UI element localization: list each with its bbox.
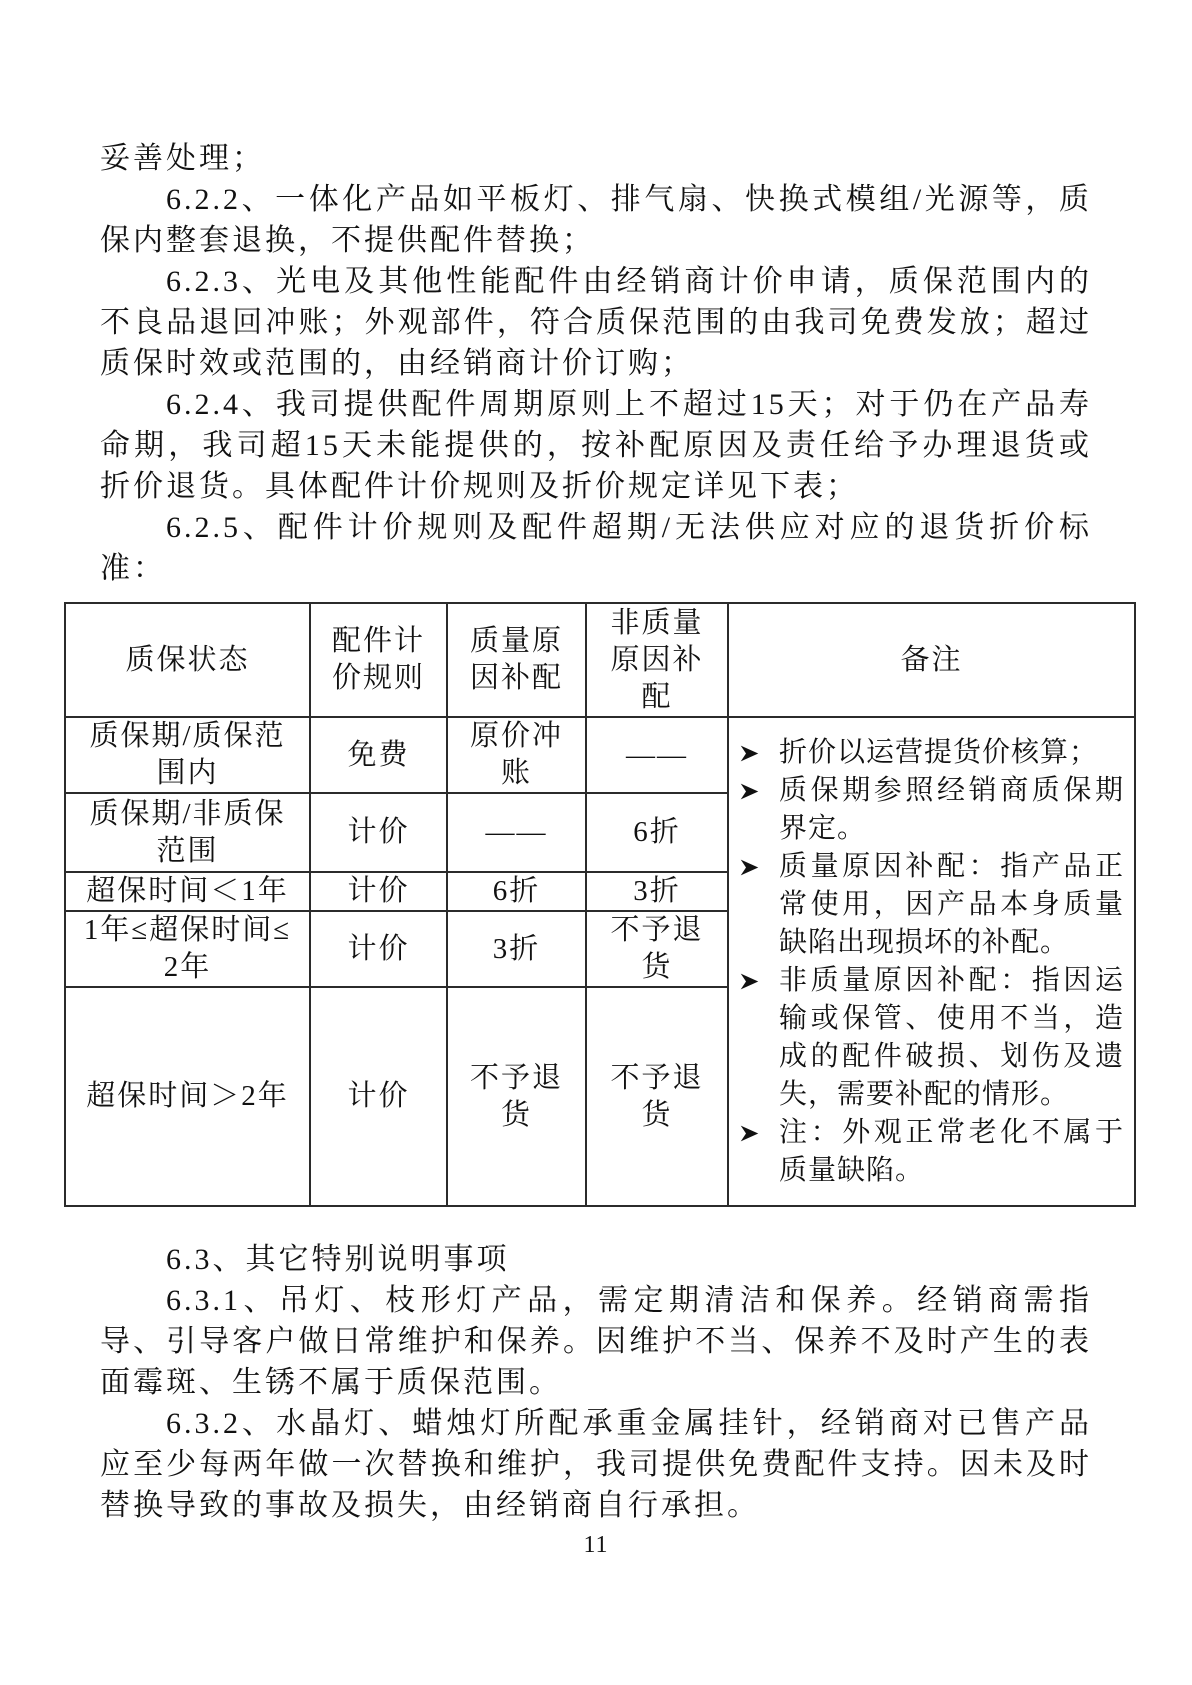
cell-quality: 6折: [447, 872, 586, 911]
cell-quality: 3折: [447, 911, 586, 987]
remarks-list: [739, 734, 1124, 1190]
arrow-bullet-icon: [739, 734, 779, 764]
header-warranty-status: 质保状态: [65, 603, 310, 717]
remark-text: 注：外观正常老化不属于质量缺陷。: [779, 1116, 1124, 1186]
cell-pricing: 免费: [310, 717, 447, 793]
remark-text: 质保期参照经销商质保期界定。: [779, 774, 1124, 844]
cell-non-quality: 3折: [586, 872, 728, 911]
arrow-bullet-icon: [739, 962, 779, 992]
paragraph-6-3-2: 6.3.2、水晶灯、蜡烛灯所配承重金属挂针，经销商对已售产品应至少每两年做一次替换和维护，我司提供免费配件支持。因未及时替换导致的事故及损失，由经销商自行承担。: [100, 1407, 1092, 1522]
remark-item: [739, 734, 1124, 772]
cell-pricing: 计价: [310, 793, 447, 872]
arrow-bullet-icon: [739, 1114, 779, 1144]
cell-quality: ——: [447, 793, 586, 872]
paragraph-6-2-2: 6.2.2、一体化产品如平板灯、排气扇、快换式模组/光源等，质保内整套退换，不提供配件替换；: [100, 183, 1092, 257]
warranty-pricing-table: [64, 602, 1136, 1207]
section-heading-6-3: 6.3、其它特别说明事项: [166, 1243, 510, 1276]
paragraph-continuation: 妥善处理；: [100, 142, 265, 175]
paragraph-6-3-1: 6.3.1、吊灯、枝形灯产品，需定期清洁和保养。经销商需指导、引导客户做日常维护和保养。因维护不当、保养不及时产生的表面霉斑、生锈不属于质保范围。: [100, 1284, 1092, 1399]
cell-status: 1年≤超保时间≤2年: [65, 911, 310, 987]
cell-status: 质保期/质保范围内: [65, 717, 310, 793]
header-remarks: 备注: [728, 603, 1135, 717]
paragraph-6-2-4: 6.2.4、我司提供配件周期原则上不超过15天；对于仍在产品寿命期，我司超15天未能提供的，按补配原因及责任给予办理退货或折价退货。具体配件计价规则及折价规定详见下表；: [100, 388, 1092, 503]
arrow-bullet-icon: [739, 848, 779, 878]
arrow-bullet-icon: [739, 772, 779, 802]
cell-non-quality: 不予退货: [586, 987, 728, 1206]
cell-quality: 原价冲账: [447, 717, 586, 793]
page-content: [83, 138, 1124, 1526]
remark-text: 折价以运营提货价核算；: [779, 736, 1099, 768]
remark-item: [739, 848, 1124, 962]
remark-text: 质量原因补配：指产品正常使用，因产品本身质量缺陷出现损坏的补配。: [779, 850, 1124, 958]
header-pricing-rule: 配件计价规则: [310, 603, 447, 717]
cell-non-quality: 不予退货: [586, 911, 728, 987]
paragraph-6-2-5: 6.2.5、配件计价规则及配件超期/无法供应对应的退货折价标准：: [100, 511, 1092, 585]
page-number: 11: [583, 1532, 609, 1558]
remark-text: 非质量原因补配：指因运输或保管、使用不当，造成的配件破损、划伤及遗失，需要补配的情形。: [779, 964, 1124, 1110]
cell-non-quality: 6折: [586, 793, 728, 872]
cell-status: 超保时间＜1年: [65, 872, 310, 911]
cell-non-quality: ——: [586, 717, 728, 793]
cell-pricing: 计价: [310, 987, 447, 1206]
cell-status: 超保时间＞2年: [65, 987, 310, 1206]
cell-quality: 不予退货: [447, 987, 586, 1206]
cell-pricing: 计价: [310, 911, 447, 987]
remarks-cell: [728, 717, 1135, 1206]
remark-item: [739, 962, 1124, 1114]
paragraph-6-2-3: 6.2.3、光电及其他性能配件由经销商计价申请，质保范围内的不良品退回冲账；外观部件，符合质保范围的由我司免费发放；超过质保时效或范围的，由经销商计价订购；: [100, 265, 1092, 380]
section-6-3: [100, 1239, 1092, 1526]
remark-item: [739, 1114, 1124, 1190]
table-row: [65, 717, 1135, 793]
cell-status: 质保期/非质保范围: [65, 793, 310, 872]
table-header-row: [65, 603, 1135, 717]
cell-pricing: 计价: [310, 872, 447, 911]
remark-item: [739, 772, 1124, 848]
header-non-quality-resupply: 非质量原因补配: [586, 603, 728, 717]
header-quality-resupply: 质量原因补配: [447, 603, 586, 717]
